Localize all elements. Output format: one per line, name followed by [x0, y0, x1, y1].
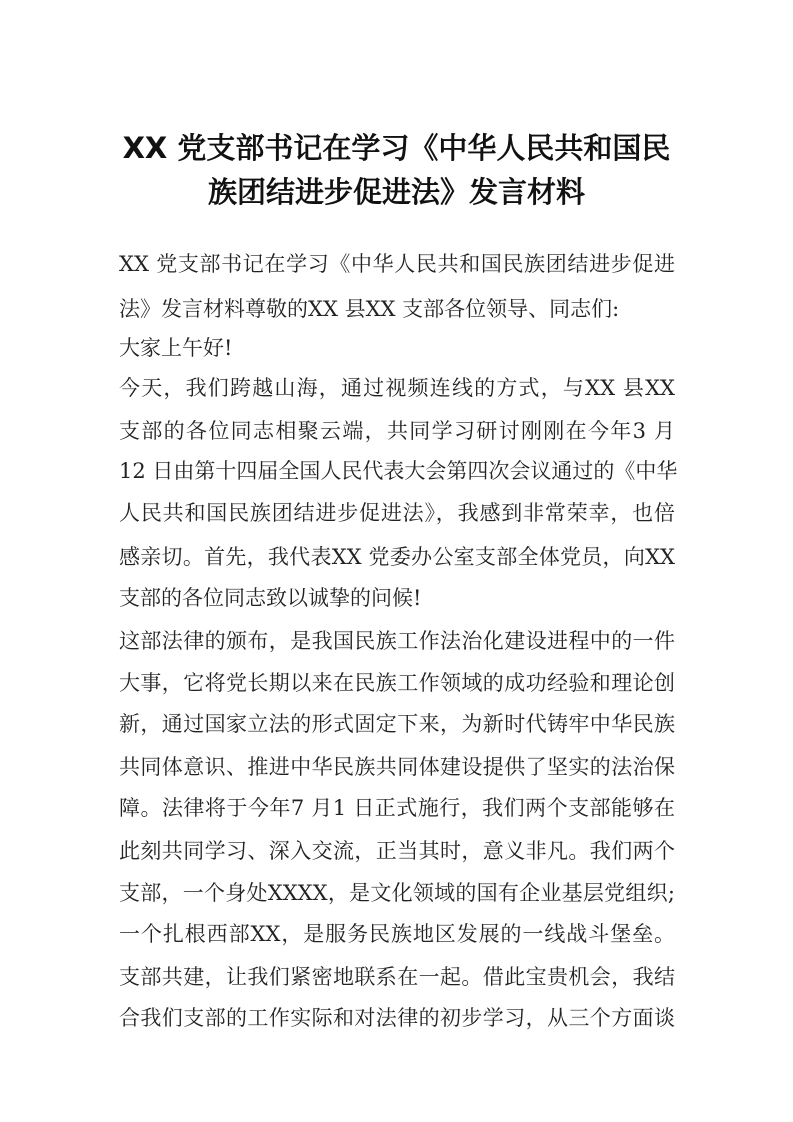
body-line: 障。法律将于今年7 月1 日正式施行，我们两个支部能够在 [119, 796, 675, 820]
document-title-line-1: XX 党支部书记在学习《中华人民共和国民 [122, 131, 671, 165]
body-line: 一个扎根西部XX，是服务民族地区发展的一线战斗堡垒。 [119, 922, 675, 946]
body-line: 支部的各位同志相聚云端，共同学习研讨刚刚在今年3 月 [119, 419, 675, 443]
body-line: 大家上午好! [119, 336, 233, 360]
body-line: 新，通过国家立法的形式固定下来，为新时代铸牢中华民族 [119, 712, 675, 736]
body-line: 大事，它将党长期以来在民族工作领域的成功经验和理论创 [119, 671, 675, 695]
body-line: 此刻共同学习、深入交流，正当其时，意义非凡。我们两个 [119, 839, 675, 863]
document-title-line-2: 族团结进步促进法》发言材料 [207, 175, 585, 209]
body-line: 12 日由第十四届全国人民代表大会第四次会议通过的《中华 [119, 459, 678, 483]
body-line: 人民共和国民族团结进步促进法》，我感到非常荣幸，也倍 [119, 501, 675, 525]
body-line: 支部共建，让我们紧密地联系在一起。借此宝贵机会，我结 [119, 965, 675, 989]
body-line: 今天，我们跨越山海，通过视频连线的方式，与XX 县XX [119, 376, 675, 400]
body-line: XX 党支部书记在学习《中华人民共和国民族团结进步促进 [119, 252, 675, 276]
body-line: 感亲切。首先，我代表XX 党委办公室支部全体党员，向XX [119, 545, 675, 569]
body-line: 合我们支部的工作实际和对法律的初步学习，从三个方面谈 [119, 1006, 675, 1030]
body-line: 法》发言材料尊敬的XX 县XX 支部各位领导、同志们: [119, 297, 620, 321]
body-line: 支部，一个身处XXXX，是文化领域的国有企业基层党组织; [119, 881, 675, 905]
body-line: 共同体意识、推进中华民族共同体建设提供了坚实的法治保 [119, 755, 675, 779]
body-line: 支部的各位同志致以诚挚的问候! [119, 586, 422, 610]
body-line: 这部法律的颁布，是我国民族工作法治化建设进程中的一件 [119, 629, 675, 653]
